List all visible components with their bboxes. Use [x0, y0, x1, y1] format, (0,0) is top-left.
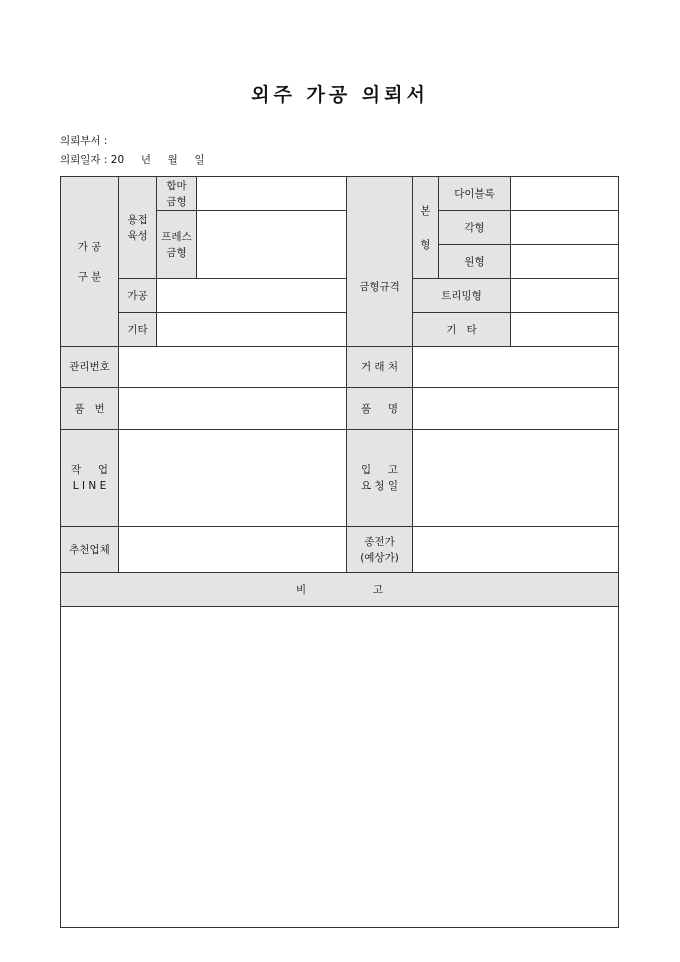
- other-right-value[interactable]: [511, 313, 619, 347]
- die-block-label: 다이블록: [439, 177, 511, 211]
- part-no-label: 품 번: [61, 388, 119, 430]
- processing-label: 가공: [119, 279, 157, 313]
- press-mold-label: 프레스 금형: [157, 211, 197, 279]
- processing-value[interactable]: [157, 279, 347, 313]
- recommended-vendor-value[interactable]: [119, 527, 347, 573]
- die-block-value[interactable]: [511, 177, 619, 211]
- joint-mold-value[interactable]: [197, 177, 347, 211]
- joint-mold-label: 합마 금형: [157, 177, 197, 211]
- part-name-value[interactable]: [413, 388, 619, 430]
- other-right-label: 기 타: [413, 313, 511, 347]
- square-value[interactable]: [511, 211, 619, 245]
- part-name-label: 품 명: [347, 388, 413, 430]
- client-value[interactable]: [413, 347, 619, 388]
- final-price-label: 종전가 (예상가): [347, 527, 413, 573]
- final-price-value[interactable]: [413, 527, 619, 573]
- remarks-label: 비 고: [61, 573, 619, 607]
- client-label: 거 래 처: [347, 347, 413, 388]
- main-mold-label: 본 형: [413, 177, 439, 279]
- mgmt-no-value[interactable]: [119, 347, 347, 388]
- request-dept-label: 의뢰부서 :: [60, 135, 108, 147]
- document-title: 외주 가공 의뢰서: [251, 84, 429, 106]
- delivery-request-label: 입 고 요 청 일: [347, 430, 413, 527]
- request-date-label: 의뢰일자 : 20 년 월 일: [60, 154, 205, 166]
- other-left-value[interactable]: [157, 313, 347, 347]
- welding-upbringing-label: 용접 육성: [119, 177, 157, 279]
- press-mold-value[interactable]: [197, 211, 347, 279]
- order-form-table: [60, 176, 619, 928]
- square-label: 각형: [439, 211, 511, 245]
- mold-spec-label: 금형규격: [347, 177, 413, 347]
- recommended-vendor-label: 추천업체: [61, 527, 119, 573]
- part-no-value[interactable]: [119, 388, 347, 430]
- other-left-label: 기타: [119, 313, 157, 347]
- trimming-value[interactable]: [511, 279, 619, 313]
- remarks-area[interactable]: [61, 607, 619, 928]
- trimming-label: 트리밍형: [413, 279, 511, 313]
- delivery-request-value[interactable]: [413, 430, 619, 527]
- processing-category-label: 가 공 구 분: [61, 177, 119, 347]
- round-label: 원형: [439, 245, 511, 279]
- work-line-label: 작 업 L I N E: [61, 430, 119, 527]
- work-line-value[interactable]: [119, 430, 347, 527]
- round-value[interactable]: [511, 245, 619, 279]
- mgmt-no-label: 관리번호: [61, 347, 119, 388]
